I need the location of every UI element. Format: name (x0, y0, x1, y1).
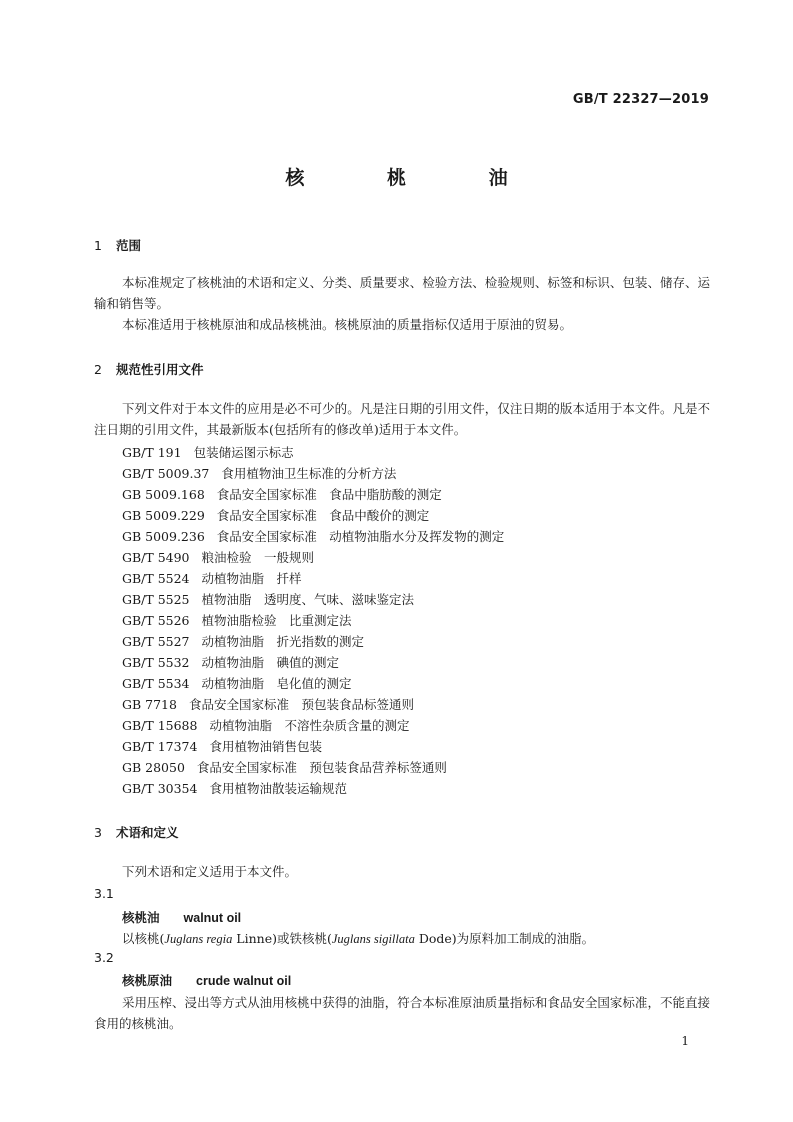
reference-code: GB/T 5532 (122, 655, 190, 670)
reference-item (122, 715, 409, 736)
reference-title: 食品安全国家标准 食品中脂肪酸的测定 (216, 487, 442, 502)
reference-code: GB/T 5490 (122, 550, 190, 565)
reference-title: 粮油检验 一般规则 (201, 550, 315, 565)
section-title: 术语和定义 (116, 825, 179, 840)
term-en: crude walnut oil (196, 974, 292, 988)
species-name: Juglans sigillata (331, 932, 415, 946)
reference-code: GB 28050 (122, 760, 185, 775)
reference-code: GB/T 30354 (122, 781, 198, 796)
reference-title: 食品安全国家标准 预包装食品标签通则 (188, 697, 414, 712)
section-2-heading (94, 360, 204, 378)
reference-title: 包装储运图示标志 (193, 445, 294, 460)
term-crude-walnut-oil (122, 971, 291, 989)
reference-title: 食品安全国家标准 预包装食品营养标签通则 (196, 760, 447, 775)
standard-number: GB/T 22327—2019 (572, 92, 709, 107)
reference-code: GB/T 5525 (122, 592, 190, 607)
section-1-paragraph-2: 本标准适用于核桃原油和成品核桃油。核桃原油的质量指标仅适用于原油的贸易。 (122, 317, 573, 332)
section-2-intro: 下列文件对于本文件的应用是必不可少的。凡是注日期的引用文件，仅注日期的版本适用于本文件。凡是不注日期的引用文件，其最新版本(包括所有的修改单)适用于本文件。 (94, 401, 710, 437)
reference-title: 动植物油脂 扦样 (201, 571, 302, 586)
term-number: 3.2 (94, 950, 114, 965)
reference-item (122, 673, 352, 694)
page-number: 1 (681, 1034, 689, 1048)
reference-item (122, 526, 504, 547)
reference-item (122, 610, 352, 631)
reference-code: GB/T 5534 (122, 676, 190, 691)
reference-item (122, 652, 339, 673)
reference-code: GB 7718 (122, 697, 177, 712)
term-walnut-oil-definition (94, 928, 710, 950)
reference-code: GB/T 5527 (122, 634, 190, 649)
reference-title: 动植物油脂 碘值的测定 (201, 655, 340, 670)
reference-title: 食用植物油卫生标准的分析方法 (221, 466, 397, 481)
reference-item (122, 505, 429, 526)
reference-title: 食用植物油散装运输规范 (209, 781, 347, 796)
reference-item (122, 442, 294, 463)
reference-item (122, 568, 302, 589)
species-name: Juglans regia (164, 932, 233, 946)
reference-code: GB/T 5009.37 (122, 466, 210, 481)
reference-code: GB/T 5524 (122, 571, 190, 586)
reference-item (122, 694, 414, 715)
reference-title: 植物油脂 透明度、气味、滋味鉴定法 (201, 592, 415, 607)
reference-item (122, 589, 414, 610)
reference-item (122, 778, 347, 799)
reference-code: GB 5009.168 (122, 487, 205, 502)
term-crude-walnut-oil-definition: 采用压榨、浸出等方式从油用核桃中获得的油脂，符合本标准原油质量指标和食品安全国家标准，不能直接食用的核桃油。 (94, 995, 710, 1031)
reference-code: GB/T 15688 (122, 718, 198, 733)
section-title: 规范性引用文件 (116, 362, 204, 377)
definition-text: 以核桃( (122, 931, 165, 946)
reference-title: 植物油脂检验 比重测定法 (201, 613, 352, 628)
reference-title: 动植物油脂 不溶性杂质含量的测定 (209, 718, 410, 733)
reference-code: GB/T 5526 (122, 613, 190, 628)
term-zh: 核桃原油 (122, 973, 173, 988)
section-1-heading (94, 236, 141, 254)
section-number: 3 (94, 825, 102, 840)
reference-title: 动植物油脂 皂化值的测定 (201, 676, 352, 691)
section-number: 1 (94, 238, 102, 253)
term-walnut-oil (122, 908, 241, 926)
reference-item (122, 463, 396, 484)
term-en: walnut oil (183, 911, 242, 925)
document-title: 核 桃 油 (285, 167, 546, 189)
reference-item (122, 736, 322, 757)
reference-title: 动植物油脂 折光指数的测定 (201, 634, 365, 649)
definition-text: Dode)为原料加工制成的油脂。 (414, 931, 595, 946)
reference-code: GB/T 17374 (122, 739, 198, 754)
term-number: 3.1 (94, 886, 114, 901)
reference-title: 食品安全国家标准 动植物油脂水分及挥发物的测定 (216, 529, 505, 544)
section-1-paragraph-1: 本标准规定了核桃油的术语和定义、分类、质量要求、检验方法、检验规则、标签和标识、包装、储存、运输和销售等。 (94, 275, 710, 311)
reference-item (122, 631, 364, 652)
reference-item (122, 757, 447, 778)
section-number: 2 (94, 362, 102, 377)
reference-item (122, 547, 314, 568)
reference-code: GB/T 191 (122, 445, 182, 460)
section-3-intro: 下列术语和定义适用于本文件。 (122, 864, 298, 879)
reference-item (122, 484, 442, 505)
reference-title: 食品安全国家标准 食品中酸价的测定 (216, 508, 430, 523)
section-title: 范围 (116, 238, 142, 253)
reference-title: 食用植物油销售包装 (209, 739, 322, 754)
term-zh: 核桃油 (122, 910, 160, 925)
reference-code: GB 5009.236 (122, 529, 205, 544)
section-3-heading (94, 823, 179, 841)
reference-code: GB 5009.229 (122, 508, 205, 523)
definition-text: Linne)或铁核桃( (232, 931, 332, 946)
